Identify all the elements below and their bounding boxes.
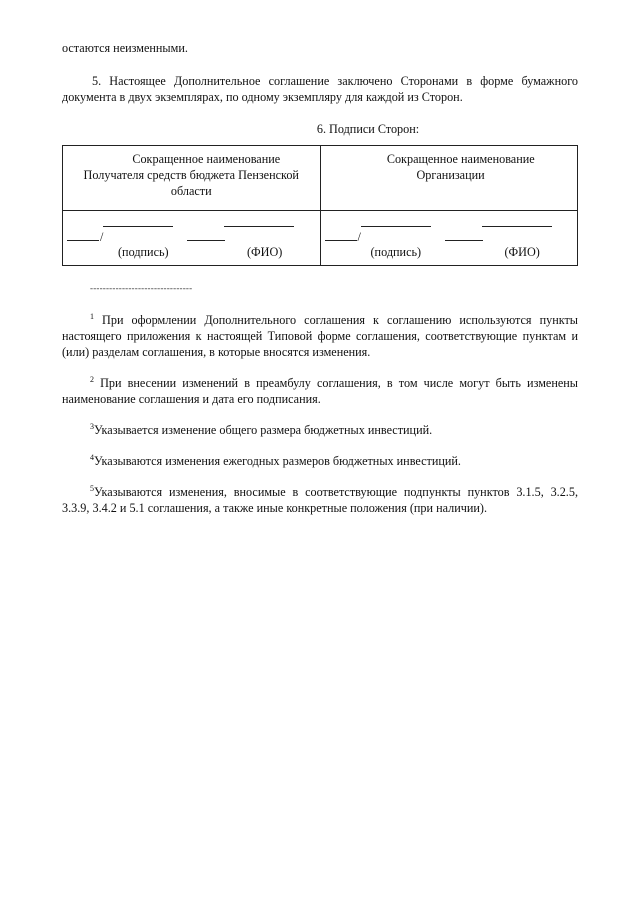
right-header-line-2: Организации xyxy=(416,168,485,182)
left-name-caption: (ФИО) xyxy=(247,245,283,259)
left-name-line xyxy=(187,240,225,241)
footnote-2-mark: 2 xyxy=(90,374,94,384)
right-signature-caption: (подпись) xyxy=(370,245,422,259)
footnote-4-text: Указываются изменения ежегодных размеров бюджетных инвестиций. xyxy=(94,454,461,468)
right-header-line-1: Сокращенное наименование xyxy=(386,152,535,166)
left-signature-cell xyxy=(63,211,321,266)
footnote-3-mark: 3 xyxy=(90,421,94,431)
footnote-2-text: При внесении изменений в преамбулу соглашения, в том числе могут быть изменены наименование соглашения и дата его подписания. xyxy=(62,376,578,406)
left-header-line-3: области xyxy=(170,184,212,198)
footnote-1 xyxy=(62,312,578,360)
document-page xyxy=(62,40,578,516)
footnote-1-mark: 1 xyxy=(90,311,94,321)
right-signature-cell xyxy=(320,211,578,266)
left-header-line-1: Сокращенное наименование xyxy=(132,152,281,166)
left-signature-line-top-a xyxy=(103,226,173,227)
footnote-1-text: При оформлении Дополнительного соглашения к соглашению используются пункты настоящего приложения к настоящей Типовой форме соглашения, соответствующие пунктам и (или) разделам соглашения, в которые вносятся изменения. xyxy=(62,313,578,359)
left-slash: / xyxy=(100,230,104,244)
footnote-3-text: Указывается изменение общего размера бюджетных инвестиций. xyxy=(94,423,433,437)
footnote-2 xyxy=(62,375,578,407)
left-header-line-2: Получателя средств бюджета Пензенской xyxy=(83,168,299,182)
footnote-5-mark: 5 xyxy=(90,483,94,493)
left-signature-caption: (подпись) xyxy=(118,245,169,259)
right-name-line xyxy=(445,240,483,241)
paragraph-5: 5. Настоящее Дополнительное соглашение заключено Сторонами в форме бумажного документа в двух экземплярах, по одному экземпляру для каждой из Сторон. xyxy=(62,74,578,104)
footnote-3 xyxy=(62,422,578,438)
footnote-5 xyxy=(62,484,578,516)
right-party-header xyxy=(320,146,578,211)
footnote-4-mark: 4 xyxy=(90,452,94,462)
footnote-5-text: Указываются изменения, вносимые в соответствующие подпункты пунктов 3.1.5, 3.2.5, 3.3.9, 3.4.2 и 5.1 соглашения, а также иные конкретные положения (при наличии). xyxy=(62,485,578,515)
right-signature-line-top-b xyxy=(482,226,552,227)
signatures-sign-row xyxy=(63,211,578,266)
intro-text: остаются неизменными. xyxy=(62,41,188,55)
footnote-separator: -------------------------------- xyxy=(90,283,193,293)
signatures-table xyxy=(62,145,578,266)
left-party-header xyxy=(63,146,321,211)
signatures-header-row xyxy=(63,146,578,211)
left-signature-line-short xyxy=(67,240,99,241)
section-6-title: 6. Подписи Сторон: xyxy=(316,122,420,136)
right-name-caption: (ФИО) xyxy=(504,245,540,259)
footnote-4 xyxy=(62,453,578,469)
right-signature-line-top-a xyxy=(361,226,431,227)
left-signature-line-top-b xyxy=(224,226,294,227)
right-signature-line-short xyxy=(325,240,357,241)
right-slash: / xyxy=(357,230,361,244)
